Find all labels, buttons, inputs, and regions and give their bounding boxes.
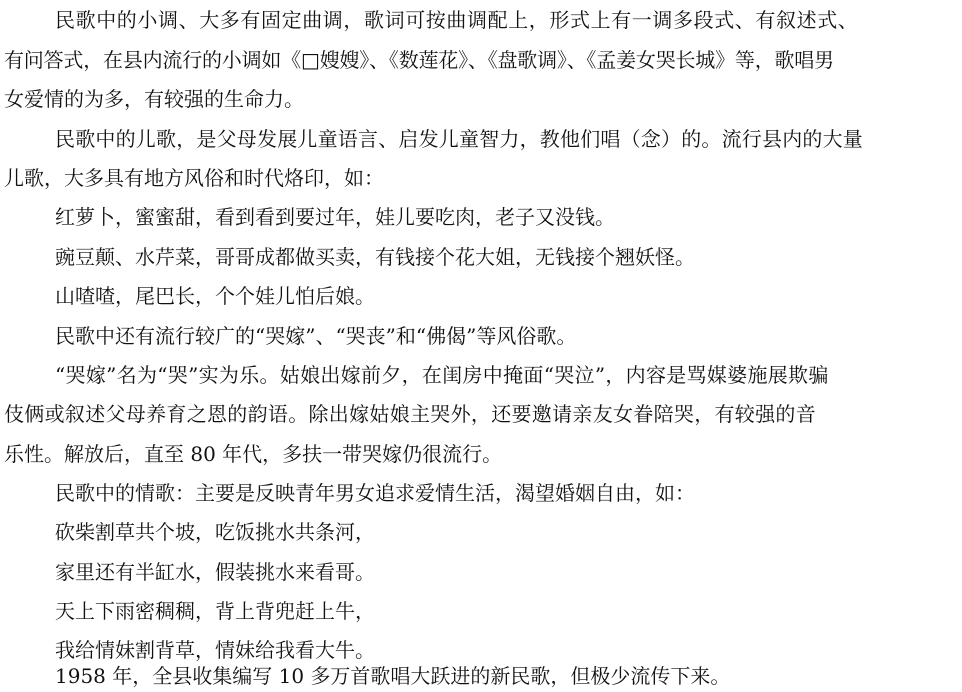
text-line: 砍柴割草共个坡，吃饭挑水共条河，	[55, 520, 375, 544]
text-line: 民歌中的情歌：主要是反映青年男女追求爱情生活，渴望婚姻自由，如：	[55, 481, 695, 505]
text-line: 1958 年，全县收集编写 10 多万首歌唱大跃进的新民歌，但极少流传下来。	[55, 664, 731, 688]
text-line: 天上下雨密稠稠，背上背兜赶上牛，	[55, 599, 375, 623]
text-line: 红萝卜，蜜蜜甜，看到看到要过年，娃儿要吃肉，老子又没钱。	[55, 205, 615, 229]
text-line: “哭嫁”名为“哭”实为乐。姑娘出嫁前夕，在闺房中掩面“哭泣”，内容是骂媒婆施展欺骗	[55, 363, 829, 387]
text-line: 乐性。解放后，直至 80 年代，多扶一带哭嫁仍很流行。	[4, 442, 503, 466]
text-line: 民歌中还有流行较广的“哭嫁”、“哭丧”和“佛偈”等风俗歌。	[55, 324, 577, 348]
text-line: 女爱情的为多，有较强的生命力。	[4, 87, 304, 111]
text-line: 儿歌，大多具有地方风俗和时代烙印，如：	[4, 166, 384, 190]
text-line: 伎俩或叙述父母养育之恩的韵语。除出嫁姑娘主哭外，还要邀请亲友女眷陪哭，有较强的音	[4, 402, 816, 426]
text-line: 家里还有半缸水，假装挑水来看哥。	[55, 560, 375, 584]
text-line: 民歌中的小调、大多有固定曲调，歌词可按曲调配上，形式上有一调多段式、有叙述式、	[55, 8, 859, 32]
text-line: 我给情妹割背草，情妹给我看大牛。	[55, 638, 375, 662]
text-line: 有问答式，在县内流行的小调如《□嫂嫂》、《数莲花》、《盘歌调》、《孟姜女哭长城》等，歌唱男	[4, 48, 834, 72]
text-line: 山喳喳，尾巴长，个个娃儿怕后娘。	[55, 284, 375, 308]
text-line: 民歌中的儿歌，是父母发展儿童语言、启发儿童智力，教他们唱（念）的。流行县内的大量	[55, 127, 863, 151]
text-line: 豌豆颠、水芹菜，哥哥成都做买卖，有钱接个花大姐，无钱接个翘妖怪。	[55, 245, 695, 269]
